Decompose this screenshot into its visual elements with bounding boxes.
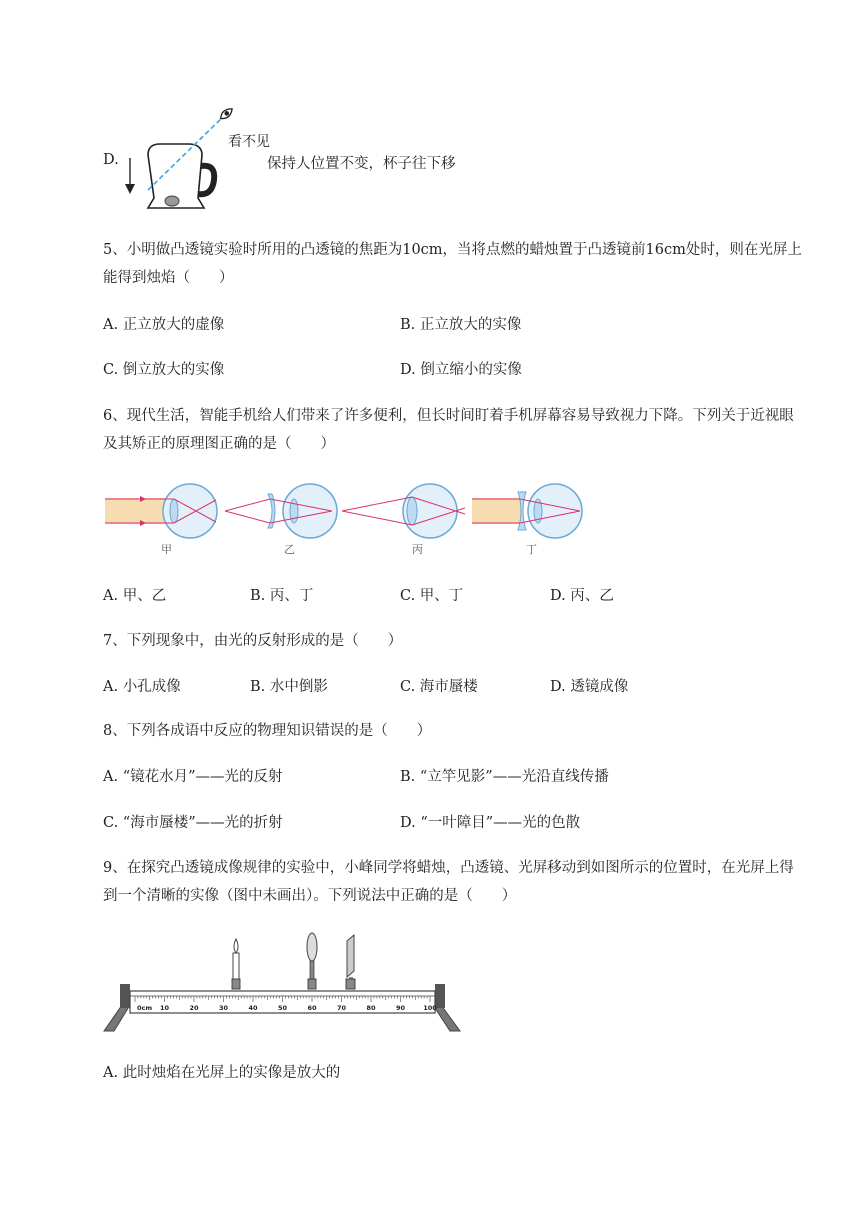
candle xyxy=(232,939,240,989)
question-8-text: 8、下列各成语中反应的物理知识错误的是（ ） xyxy=(103,723,432,739)
light-screen xyxy=(346,935,355,989)
optical-bench-figure xyxy=(100,925,465,1037)
q9-option-a[interactable]: A. 此时烛焰在光屏上的实像是放大的 xyxy=(103,1065,341,1081)
cup-figure xyxy=(118,100,268,215)
question-5-text: 5、小明做凸透镜实验时所用的凸透镜的焦距为10cm，当将点燃的蜡烛置于凸透镜前16cm处时，则在光屏上能得到烛焰（ ） xyxy=(103,242,802,286)
ruler-label: 40 xyxy=(248,1004,258,1012)
question-7-text: 7、下列现象中，由光的反射形成的是（ ） xyxy=(103,633,403,649)
ruler-label: 90 xyxy=(395,1004,406,1012)
q4-figure-caption: 保持人位置不变，杯子往下移 xyxy=(267,156,456,172)
q8-option-d[interactable]: D. “一叶障目”——光的色散 xyxy=(400,815,581,831)
eye-label-jia: 甲 xyxy=(161,543,172,556)
q4-option-d-letter: D. xyxy=(103,152,119,168)
eye-label-yi: 乙 xyxy=(284,543,295,556)
eye-diagram-jia xyxy=(105,484,217,538)
ruler-label: 100 xyxy=(423,1004,437,1012)
eye-diagram-yi xyxy=(225,484,337,538)
q6-option-c[interactable]: C. 甲、丁 xyxy=(400,588,464,604)
question-6-text: 6、现代生活，智能手机给人们带来了许多便利，但长时间盯着手机屏幕容易导致视力下降。下列关于近视眼及其矫正的原理图正确的是（ ） xyxy=(103,408,794,452)
q5-option-c[interactable]: C. 倒立放大的实像 xyxy=(103,362,225,378)
q5-option-b[interactable]: B. 正立放大的实像 xyxy=(400,317,522,333)
q7-option-c[interactable]: C. 海市蜃楼 xyxy=(400,679,478,695)
q8-option-b[interactable]: B. “立竿见影”——光沿直线传播 xyxy=(400,769,609,785)
ruler-label: 80 xyxy=(366,1004,376,1012)
ruler-label: 10 xyxy=(159,1004,170,1012)
q7-option-a[interactable]: A. 小孔成像 xyxy=(103,679,181,695)
ruler-label: 20 xyxy=(189,1004,199,1012)
eye-diagrams xyxy=(100,472,600,562)
q7-option-d[interactable]: D. 透镜成像 xyxy=(550,679,629,695)
ruler-label: 0cm xyxy=(137,1004,153,1012)
question-9-text: 9、在探究凸透镜成像规律的实验中，小峰同学将蜡烛，凸透镜、光屏移动到如图所示的位置时，在光屏上得到一个清晰的实像（图中未画出）。下列说法中正确的是（ ） xyxy=(103,860,794,904)
q7-option-b[interactable]: B. 水中倒影 xyxy=(250,679,328,695)
eye-label-bing: 丙 xyxy=(412,543,423,556)
q6-option-a[interactable]: A. 甲、乙 xyxy=(103,588,167,604)
q8-option-c[interactable]: C. “海市蜃楼”——光的折射 xyxy=(103,815,283,831)
ruler-label: 70 xyxy=(336,1004,347,1012)
ruler-label: 60 xyxy=(307,1004,317,1012)
eye-label-ding: 丁 xyxy=(526,543,537,556)
ruler-label: 50 xyxy=(277,1004,288,1012)
q6-option-d[interactable]: D. 丙、乙 xyxy=(550,588,614,604)
eye-diagram-ding xyxy=(472,484,582,538)
convex-lens xyxy=(307,933,317,989)
ruler-label: 30 xyxy=(218,1004,229,1012)
q5-option-d[interactable]: D. 倒立缩小的实像 xyxy=(400,362,522,378)
q8-option-a[interactable]: A. “镜花水月”——光的反射 xyxy=(103,769,283,785)
q4-figure-label: 看不见 xyxy=(228,134,270,150)
q6-option-b[interactable]: B. 丙、丁 xyxy=(250,588,314,604)
eye-diagram-bing xyxy=(342,484,465,538)
q5-option-a[interactable]: A. 正立放大的虚像 xyxy=(103,317,225,333)
